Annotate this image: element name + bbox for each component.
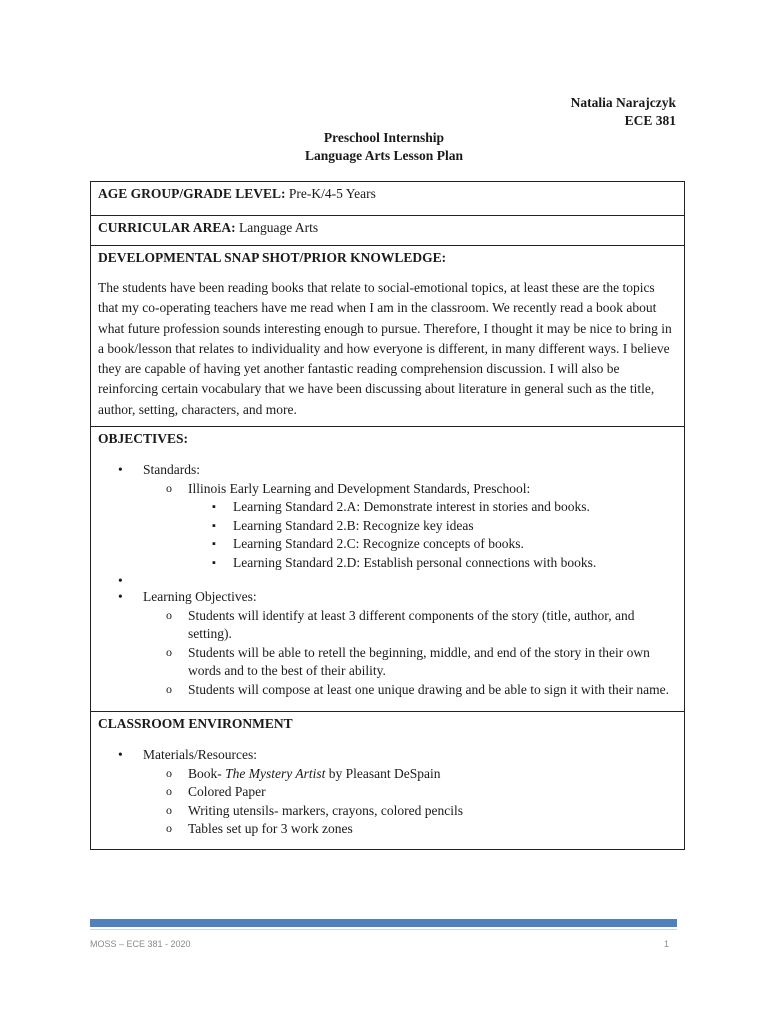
- learning-objective-item: o Students will compose at least one unique drawing and be able to sign it with their name.: [143, 681, 677, 700]
- material-item: o Colored Paper: [143, 783, 677, 802]
- standards-source: Illinois Early Learning and Development Standards, Preschool:: [188, 480, 531, 496]
- standards-source-item: [143, 480, 677, 573]
- materials-label: Materials/Resources:: [143, 747, 257, 763]
- standard-item: ▪ Learning Standard 2.C: Recognize concepts of books.: [188, 535, 677, 554]
- developmental-paragraph: The students have been reading books that relate to social-emotional topics, at least these are the topics that my co-operating teachers have me read when I am in the classroom. We recently read a book about what future profession sounds interesting enough to pursue. Therefore, I thought it may be nice to bring in a book/lesson that relates to individuality and how everyone is different, in many different ways. I believe they are capable of having yet another fantastic reading comprehension discussion. I will also be reinforcing certain vocabulary that we have been discussing about literature in general such as the title, author, setting, characters, and more.: [98, 280, 672, 417]
- material-item: o Writing utensils- markers, crayons, colored pencils: [143, 802, 677, 821]
- developmental-label: DEVELOPMENTAL SNAP SHOT/PRIOR KNOWLEDGE:: [98, 250, 447, 265]
- classroom-environment-row: [91, 712, 684, 849]
- curricular-area-row: [91, 216, 684, 246]
- materials-list: [143, 765, 677, 839]
- book-title: The Mystery Artist: [225, 765, 326, 781]
- age-group-label: AGE GROUP/GRADE LEVEL:: [98, 186, 286, 201]
- objectives-label: OBJECTIVES:: [98, 431, 189, 447]
- author-name: Natalia Narajczyk: [570, 95, 676, 110]
- footer-divider: [90, 929, 677, 930]
- learning-objectives-label: Learning Objectives:: [143, 589, 257, 605]
- learning-objective-item: o Students will be able to retell the beginning, middle, and end of the story in their own words and to the best of their ability.: [143, 644, 677, 681]
- book-prefix: Book-: [188, 765, 226, 781]
- title-line-2: Language Arts Lesson Plan: [305, 148, 463, 163]
- material-item: o Tables set up for 3 work zones: [143, 820, 677, 839]
- footer-page-number: 1: [664, 939, 670, 949]
- standard-item: ▪ Learning Standard 2.B: Recognize key ideas: [188, 517, 677, 536]
- standard-item: ▪ Learning Standard 2.D: Establish personal connections with books.: [188, 554, 677, 573]
- footer-bar: [90, 919, 677, 927]
- age-group-value: Pre-K/4-5 Years: [285, 186, 376, 201]
- learning-objective-item: o Students will identify at least 3 different components of the story (title, author, and setting).: [143, 607, 677, 644]
- course-code: ECE 381: [624, 113, 676, 128]
- age-group-row: [91, 182, 684, 216]
- curricular-area-label: CURRICULAR AREA:: [98, 220, 236, 235]
- learning-objectives-list: [143, 607, 677, 700]
- materials-item: [98, 746, 677, 839]
- curricular-area-value: Language Arts: [235, 220, 319, 235]
- footer-course-text: MOSS – ECE 381 - 2020: [90, 939, 191, 949]
- standards-detail-list: [188, 498, 677, 572]
- objectives-list: [98, 461, 677, 699]
- standard-item: ▪ Learning Standard 2.A: Demonstrate interest in stories and books.: [188, 498, 677, 517]
- title-line-1: Preschool Internship: [323, 130, 445, 145]
- standards-label: Standards:: [143, 462, 200, 478]
- environment-list: [98, 746, 677, 839]
- standards-sublist: [143, 480, 677, 573]
- objectives-row: [91, 427, 684, 712]
- book-suffix: by Pleasant DeSpain: [325, 765, 441, 781]
- material-book: [143, 765, 677, 784]
- learning-objectives-item: [98, 588, 677, 699]
- developmental-row: [91, 246, 684, 427]
- list-spacer: [98, 572, 677, 588]
- standards-item: [98, 461, 677, 572]
- author-block: [571, 94, 676, 130]
- lesson-plan-table: [90, 181, 685, 850]
- environment-label: CLASSROOM ENVIRONMENT: [98, 716, 293, 732]
- document-title: [0, 129, 768, 165]
